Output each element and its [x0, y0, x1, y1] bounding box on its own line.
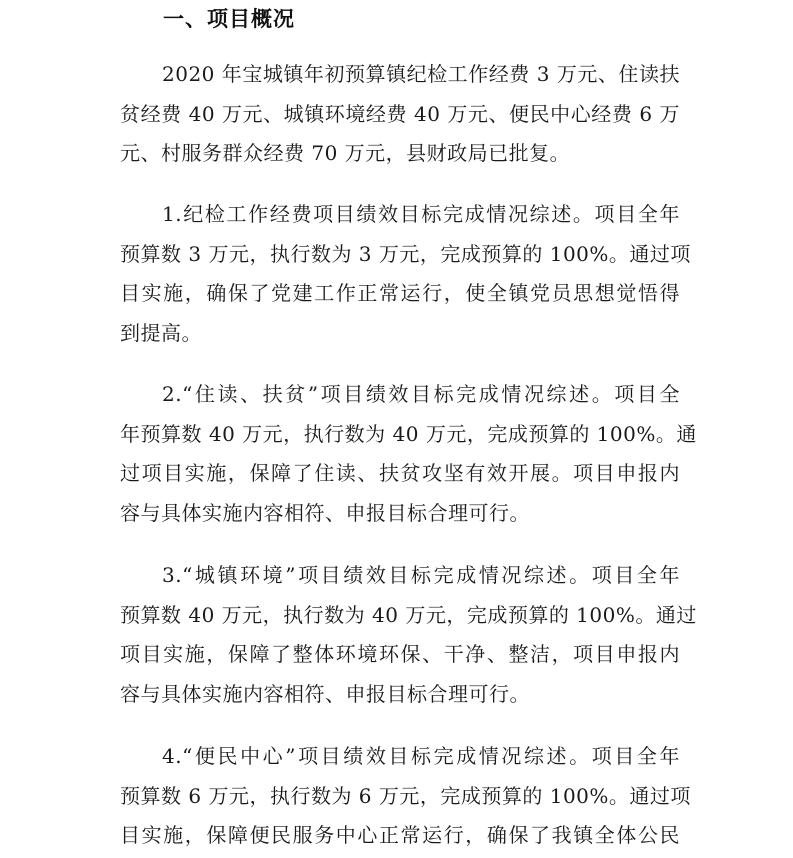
paragraph-line: 预算数 6 万元，执行数为 6 万元，完成预算的 100%。通过项 [120, 783, 691, 808]
paragraph-line: 目实施，确保了党建工作正常运行，使全镇党员思想觉悟得 [120, 281, 680, 305]
town-environment-paragraph [120, 556, 697, 714]
paragraph-line: 到提高。 [120, 320, 202, 345]
paragraph-line: 预算数 3 万元，执行数为 3 万元，完成预算的 100%。通过项 [120, 241, 691, 266]
paragraph-line: 2.“住读、扶贫”项目绩效目标完成情况综述。项目全 [162, 382, 680, 406]
paragraph-line: 目实施，保障便民服务中心正常运行，确保了我镇全体公民 [120, 823, 680, 847]
paragraph-line: 4.“便民中心”项目绩效目标完成情况综述。项目全年 [162, 744, 680, 768]
paragraph-line: 预算数 40 万元，执行数为 40 万元，完成预算的 100%。通过 [120, 602, 697, 627]
paragraph-line: 贫经费 40 万元、城镇环境经费 40 万元、便民中心经费 6 万 [120, 101, 680, 126]
paragraph-line: 3.“城镇环境”项目绩效目标完成情况综述。项目全年 [162, 563, 680, 587]
paragraph-line: 过项目实施，保障了住读、扶贫攻坚有效开展。项目申报内 [120, 461, 680, 485]
boarding-poverty-paragraph [120, 375, 697, 533]
paragraph-line: 容与具体实施内容相符、申报目标合理可行。 [120, 681, 530, 706]
discipline-fund-paragraph [120, 195, 691, 353]
paragraph-line: 年预算数 40 万元，执行数为 40 万元，完成预算的 100%。通 [120, 421, 697, 446]
paragraph-line: 2020 年宝城镇年初预算镇纪检工作经费 3 万元、住读扶 [162, 62, 680, 86]
paragraph-line: 元、村服务群众经费 70 万元，县财政局已批复。 [120, 141, 571, 165]
service-center-paragraph [120, 737, 691, 856]
paragraph-line: 项目实施，保障了整体环境环保、干净、整洁，项目申报内 [120, 642, 680, 666]
paragraph-line: 容与具体实施内容相符、申报目标合理可行。 [120, 500, 530, 525]
intro-paragraph [120, 55, 680, 174]
paragraph-line: 1.纪检工作经费项目绩效目标完成情况综述。项目全年 [162, 202, 680, 226]
section-heading: 一、项目概况 [163, 7, 295, 31]
